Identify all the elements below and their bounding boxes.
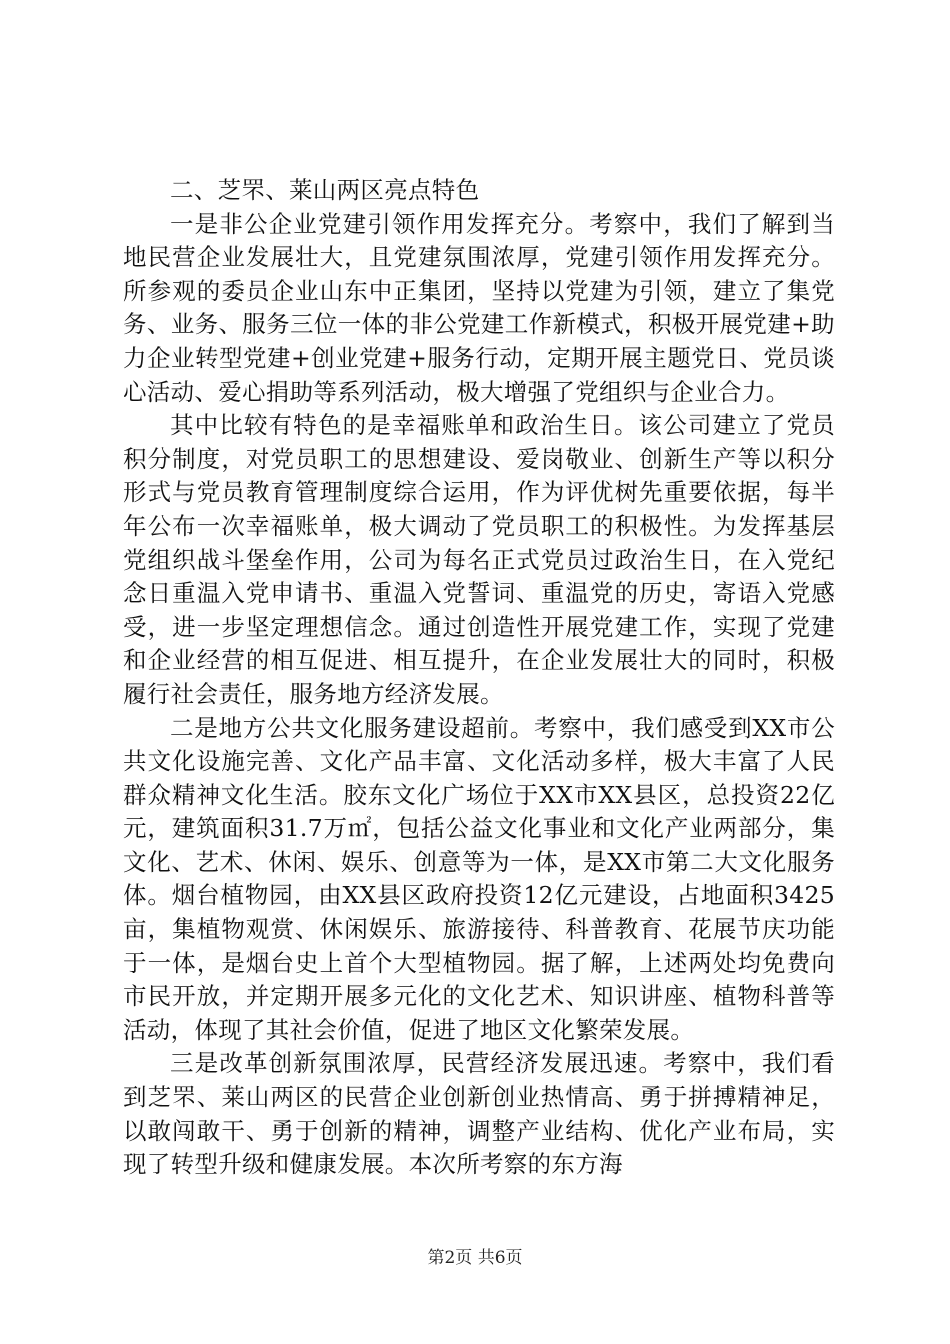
- paragraph-1: 一是非公企业党建引领作用发挥充分。考察中，我们了解到当地民营企业发展壮大，且党建氛围浓厚，党建引领作用发挥充分。所参观的委员企业山东中正集团，坚持以党建为引领，建立了集党务、业务、服务三位一体的非公党建工作新模式，积极开展党建+助力企业转型党建+创业党建+服务行动，定期开展主题党日、党员谈心活动、爱心捐助等系列活动，极大增强了党组织与企业合力。: [123, 209, 835, 406]
- document-body: [123, 174, 835, 1182]
- page-footer: [0, 1247, 950, 1269]
- section-heading: 二、芝罘、莱山两区亮点特色: [170, 176, 480, 204]
- paragraph-4: 三是改革创新氛围浓厚，民营经济发展迅速。考察中，我们看到芝罘、莱山两区的民营企业创新创业热情高、勇于拼搏精神足，以敢闯敢干、勇于创新的精神，调整产业结构、优化产业布局，实现了转型升级和健康发展。本次所考察的东方海: [123, 1049, 835, 1179]
- paragraph-2: 其中比较有特色的是幸福账单和政治生日。该公司建立了党员积分制度，对党员职工的思想建设、爱岗敬业、创新生产等以积分形式与党员教育管理制度综合运用，作为评优树先重要依据，每半年公布一次幸福账单，极大调动了党员职工的积极性。为发挥基层党组织战斗堡垒作用，公司为每名正式党员过政治生日，在入党纪念日重温入党申请书、重温入党誓词、重温党的历史，寄语入党感受，进一步坚定理想信念。通过创造性开展党建工作，实现了党建和企业经营的相互促进、相互提升，在企业发展壮大的同时，积极履行社会责任，服务地方经济发展。: [123, 411, 835, 708]
- paragraph-3: 二是地方公共文化服务建设超前。考察中，我们感受到XX市公共文化设施完善、文化产品丰富、文化活动多样，极大丰富了人民群众精神文化生活。胶东文化广场位于XX市XX县区，总投资22亿元，建筑面积31.7万㎡，包括公益文化事业和文化产业两部分，集文化、艺术、休闲、娱乐、创意等为一体，是XX市第二大文化服务体。烟台植物园，由XX县区政府投资12亿元建设，占地面积3425亩，集植物观赏、休闲娱乐、旅游接待、科普教育、花展节庆功能于一体，是烟台史上首个大型植物园。据了解，上述两处均免费向市民开放，并定期开展多元化的文化艺术、知识讲座、植物科普等活动，体现了其社会价值，促进了地区文化繁荣发展。: [123, 713, 835, 1044]
- page-number-label: 第2页 共6页: [427, 1248, 523, 1268]
